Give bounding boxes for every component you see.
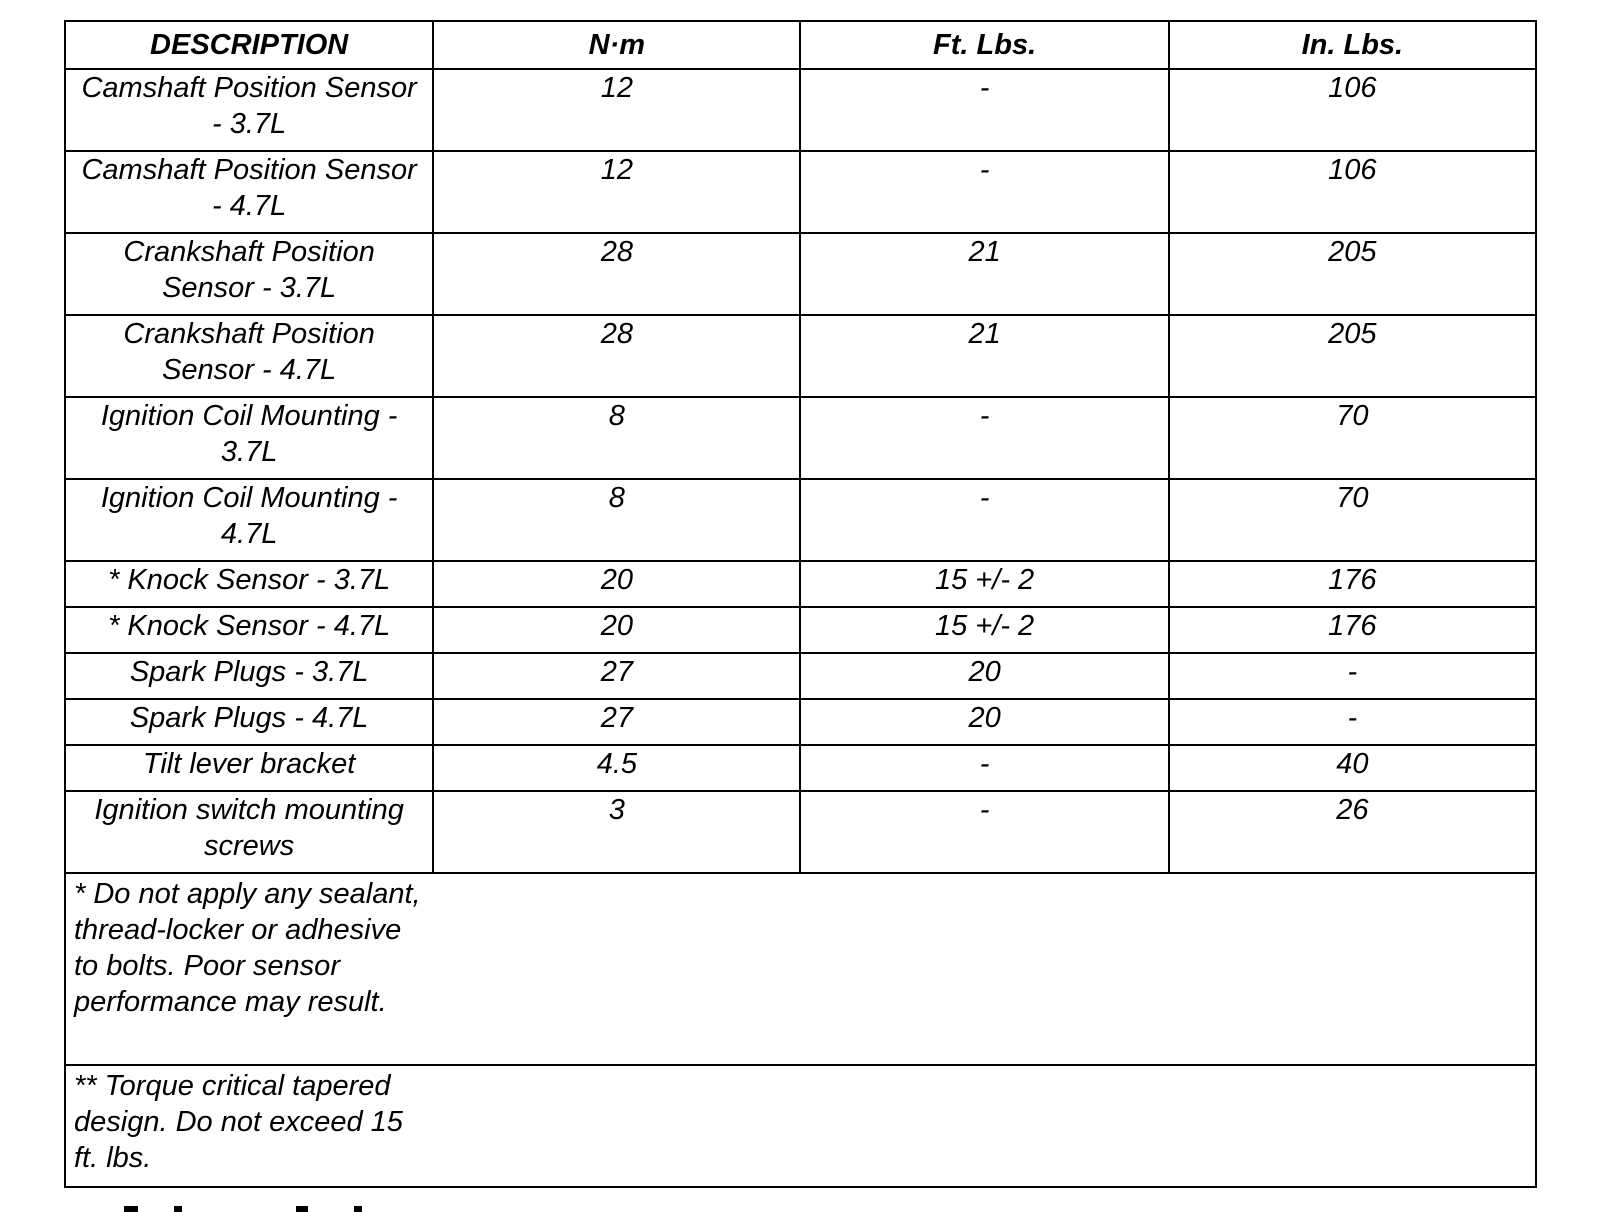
table-row [65, 699, 1536, 745]
table-row [65, 397, 1536, 479]
clipped-glyph [296, 1206, 308, 1212]
cell-description: Ignition Coil Mounting - 3.7L [65, 397, 433, 479]
cell-nm: 28 [433, 315, 800, 397]
table-row [65, 561, 1536, 607]
cell-ft-lbs: 20 [800, 699, 1168, 745]
cell-in-lbs: 70 [1169, 479, 1536, 561]
clipped-text-fragment [64, 1198, 364, 1212]
clipped-glyph [354, 1206, 362, 1212]
table-row [65, 745, 1536, 791]
cell-nm: 28 [433, 233, 800, 315]
cell-nm: 12 [433, 151, 800, 233]
header-ft-lbs: Ft. Lbs. [800, 21, 1168, 69]
cell-ft-lbs: 15 +/- 2 [800, 561, 1168, 607]
header-in-lbs: In. Lbs. [1169, 21, 1536, 69]
note-sealant: * Do not apply any sealant, thread-locker or adhesive to bolts. Poor sensor performance may result. [74, 878, 421, 1018]
table-row [65, 653, 1536, 699]
cell-nm: 20 [433, 607, 800, 653]
cell-in-lbs: 106 [1169, 69, 1536, 151]
cell-nm: 3 [433, 791, 800, 873]
cell-in-lbs: 40 [1169, 745, 1536, 791]
cell-description: Spark Plugs - 4.7L [65, 699, 433, 745]
note-row [65, 873, 1536, 1065]
cell-description: * Knock Sensor - 3.7L [65, 561, 433, 607]
cell-ft-lbs: - [800, 151, 1168, 233]
cell-description: Camshaft Position Sensor - 4.7L [65, 151, 433, 233]
cell-in-lbs: 205 [1169, 233, 1536, 315]
header-row [65, 21, 1536, 69]
cell-nm: 8 [433, 479, 800, 561]
table-row [65, 607, 1536, 653]
cell-ft-lbs: - [800, 69, 1168, 151]
cell-description: Tilt lever bracket [65, 745, 433, 791]
header-description: DESCRIPTION [65, 21, 433, 69]
clipped-glyph [124, 1206, 138, 1212]
cell-description: * Knock Sensor - 4.7L [65, 607, 433, 653]
cell-in-lbs: - [1169, 653, 1536, 699]
note-torque-critical: ** Torque critical tapered design. Do not exceed 15 ft. lbs. [74, 1070, 403, 1174]
cell-description: Crankshaft Position Sensor - 3.7L [65, 233, 433, 315]
clipped-glyph [174, 1206, 182, 1212]
cell-ft-lbs: - [800, 479, 1168, 561]
table-row [65, 233, 1536, 315]
note-cell [65, 1065, 1536, 1187]
table-row [65, 151, 1536, 233]
table-row [65, 315, 1536, 397]
cell-in-lbs: - [1169, 699, 1536, 745]
cell-ft-lbs: - [800, 791, 1168, 873]
header-nm: N·m [433, 21, 800, 69]
note-cell [65, 873, 1536, 1065]
table-row [65, 479, 1536, 561]
cell-description: Spark Plugs - 3.7L [65, 653, 433, 699]
cell-in-lbs: 26 [1169, 791, 1536, 873]
cell-ft-lbs: 15 +/- 2 [800, 607, 1168, 653]
cell-nm: 8 [433, 397, 800, 479]
cell-ft-lbs: - [800, 745, 1168, 791]
cell-in-lbs: 70 [1169, 397, 1536, 479]
note-row [65, 1065, 1536, 1187]
torque-spec-table [64, 20, 1537, 1188]
cell-nm: 27 [433, 699, 800, 745]
cell-nm: 4.5 [433, 745, 800, 791]
table-row [65, 69, 1536, 151]
cell-description: Camshaft Position Sensor - 3.7L [65, 69, 433, 151]
cell-nm: 12 [433, 69, 800, 151]
cell-description: Ignition switch mounting screws [65, 791, 433, 873]
cell-ft-lbs: 21 [800, 233, 1168, 315]
cell-in-lbs: 106 [1169, 151, 1536, 233]
cell-description: Crankshaft Position Sensor - 4.7L [65, 315, 433, 397]
cell-in-lbs: 205 [1169, 315, 1536, 397]
cell-nm: 27 [433, 653, 800, 699]
cell-description: Ignition Coil Mounting - 4.7L [65, 479, 433, 561]
cell-ft-lbs: - [800, 397, 1168, 479]
cell-in-lbs: 176 [1169, 561, 1536, 607]
cell-ft-lbs: 20 [800, 653, 1168, 699]
table-row [65, 791, 1536, 873]
cell-nm: 20 [433, 561, 800, 607]
cell-ft-lbs: 21 [800, 315, 1168, 397]
cell-in-lbs: 176 [1169, 607, 1536, 653]
